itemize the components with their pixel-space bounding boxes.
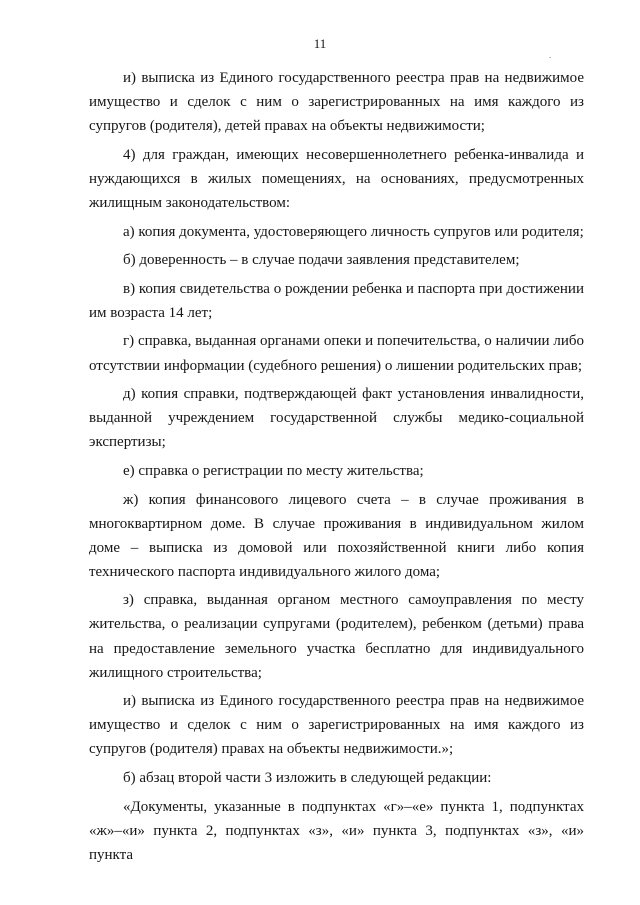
paragraph-8: е) справка о регистрации по месту жительства; bbox=[123, 462, 424, 479]
paragraph-6: г) справка, выданная органами опеки и попечительства, о наличии либо отсутствии информации (судебного решения) о лишении родительских прав; bbox=[89, 333, 584, 374]
paragraph-13: «Документы, указанные в подпунктах «г»–«е» пункта 1, подпунктах «ж»–«и» пункта 2, подпунктах «з», «и» пункта 3, подпунктах «з», «и» пункта bbox=[89, 798, 584, 863]
document-body bbox=[89, 66, 584, 871]
page-number: 11 bbox=[313, 36, 327, 51]
paragraph-11: и) выписка из Единого государственного реестра прав на недвижимое имущество и сделок с ним о зарегистрированных на имя каждого из супругов (родителя) правах на объекты недвижимости.»; bbox=[89, 693, 584, 758]
paragraph-9: ж) копия финансового лицевого счета – в случае проживания в многоквартирном доме. В случае проживания в индивидуальном жилом доме – выписка из домовой или похозяйственной книги либо копия технического паспорта индивидуального жилого дома; bbox=[89, 491, 584, 580]
paragraph-3: а) копия документа, удостоверяющего личность супругов или родителя; bbox=[123, 223, 584, 240]
corner-mark: . bbox=[549, 50, 552, 60]
paragraph-4: б) доверенность – в случае подачи заявления представителем; bbox=[123, 252, 520, 269]
paragraph-1: и) выписка из Единого государственного реестра прав на недвижимое имущество и сделок с ним о зарегистрированных на имя каждого из супругов (родителя), детей правах на объекты недвижимости; bbox=[89, 70, 584, 135]
paragraph-5: в) копия свидетельства о рождении ребенка и паспорта при достижении им возраста 14 лет; bbox=[89, 280, 584, 321]
paragraph-7: д) копия справки, подтверждающей факт установления инвалидности, выданной учреждением государственной службы медико-социальной экспертизы; bbox=[89, 386, 584, 451]
paragraph-2: 4) для граждан, имеющих несовершеннолетнего ребенка-инвалида и нуждающихся в жилых помещениях, на основаниях, предусмотренных жилищным законодательством: bbox=[89, 146, 584, 211]
paragraph-12: б) абзац второй части 3 изложить в следующей редакции: bbox=[123, 770, 492, 787]
paragraph-10: з) справка, выданная органом местного самоуправления по месту жительства, о реализации супругами (родителем), ребенком (детьми) права на предоставление земельного участка бесплатно для индивидуального жилищного строительства; bbox=[89, 592, 584, 681]
